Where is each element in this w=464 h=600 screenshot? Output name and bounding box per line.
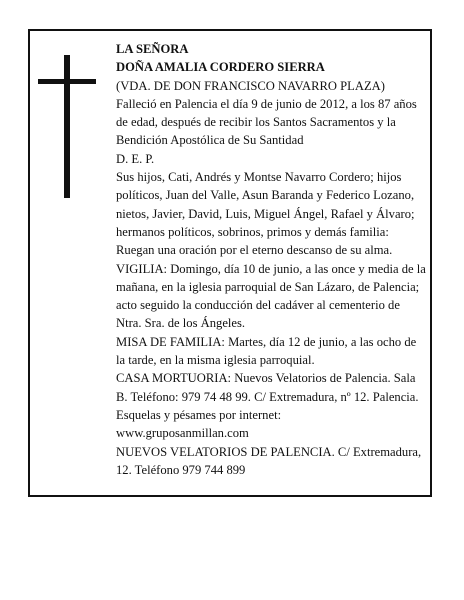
obituary-title: LA SEÑORA bbox=[116, 42, 189, 56]
cross-icon-bar bbox=[38, 79, 96, 84]
family-mass-details: MISA DE FAMILIA: Martes, día 12 de junio, a las ocho de la tarde, en la misma iglesia parroquial. bbox=[116, 334, 417, 368]
vigil-details: VIGILIA: Domingo, día 10 de junio, a las once y media de la mañana, en la iglesia parroquial de San Lázaro, de Palencia; acto seguido la conducción del cadáver al cementerio de Ntra. Sra. de los Ángeles. bbox=[116, 261, 426, 331]
cross-icon bbox=[64, 55, 70, 198]
internet-label: Esquelas y pésames por internet: bbox=[116, 407, 282, 422]
prayer-request: Ruegan una oración por el eterno descanso de su alma. bbox=[116, 243, 393, 258]
website-link[interactable]: www.gruposanmillan.com bbox=[116, 426, 249, 441]
deceased-name: DOÑA AMALIA CORDERO SIERRA bbox=[116, 60, 325, 75]
obituary-text bbox=[116, 40, 428, 479]
widow-note: (VDA. DE DON FRANCISCO NAVARRO PLAZA) bbox=[116, 78, 385, 93]
mortuary-details: CASA MORTUORIA: Nuevos Velatorios de Palencia. Sala B. Teléfono: 979 74 48 99. C/ Extremadura, nº 12. Palencia. bbox=[116, 371, 419, 404]
footer-funeral-home: NUEVOS VELATORIOS DE PALENCIA. C/ Extremadura, 12. Teléfono 979 744 899 bbox=[116, 444, 422, 477]
death-details: Falleció en Palencia el día 9 de junio de 2012, a los 87 años de edad, después de recibir los Santos Sacramentos y la Bendición Apostólica de Su Santidad bbox=[116, 96, 417, 148]
rest-in-peace: D. E. P. bbox=[116, 151, 155, 166]
family-list: Sus hijos, Cati, Andrés y Montse Navarro Cordero; hijos políticos, Juan del Valle, Asun Baranda y Federico Lozano, nietos, Javier, David, Luis, Miguel Ángel, Rafael y Álvaro; hermanos políticos, sobrinos, primos y demás familia: bbox=[116, 170, 415, 239]
